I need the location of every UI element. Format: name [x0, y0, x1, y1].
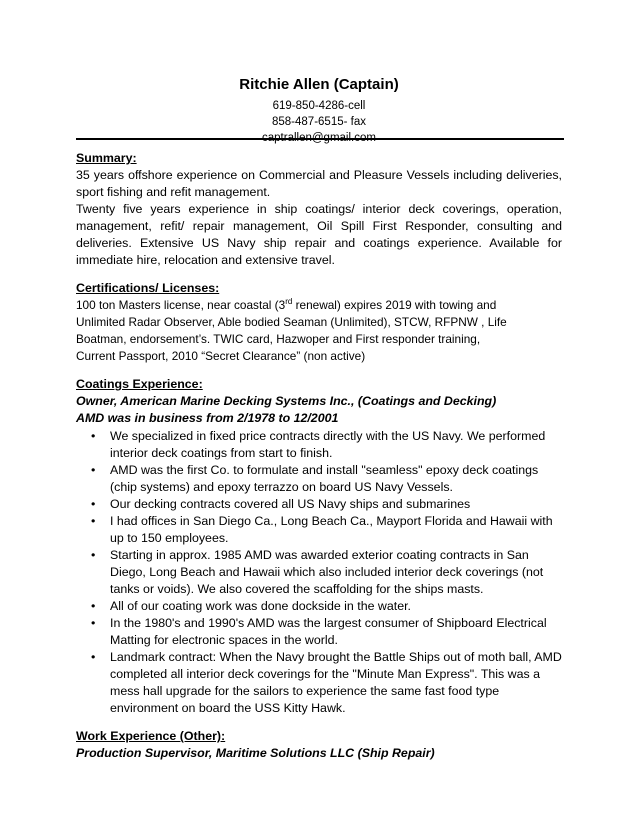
list-item: [91, 513, 562, 547]
list-item-text: We specialized in fixed price contracts directly with the US Navy. We performed interior deck coatings from start to finish.: [110, 429, 546, 460]
list-item-text: Landmark contract: When the Navy brought the Battle Ships out of moth ball, AMD completed all interior deck coverings for the "Minute Man Express". This was a mess hall upgrade for the sailors to experience the same fast food type environment on board the USS Kitty Hawk.: [110, 650, 562, 715]
work-experience-section: [76, 728, 562, 762]
cert-ordinal-suffix: rd: [285, 297, 293, 307]
work-experience-role: Production Supervisor, Maritime Solutions LLC (Ship Repair): [76, 746, 435, 760]
fax-number: 858-487-6515- fax: [272, 116, 366, 128]
list-item: [91, 462, 562, 496]
certifications-line-2: Unlimited Radar Observer, Able bodied Seaman (Unlimited), STCW, RFPNW , Life: [76, 315, 507, 329]
list-item-text: AMD was the first Co. to formulate and install "seamless" epoxy deck coatings (chip systems) and epoxy terrazzo on board US Navy Vessels.: [110, 463, 539, 494]
list-item-text: All of our coating work was done dockside in the water.: [110, 599, 411, 613]
bullet-icon: •: [91, 497, 96, 511]
coatings-dates: AMD was in business from 2/1978 to 12/2001: [76, 411, 339, 425]
bullet-icon: •: [91, 616, 96, 630]
work-experience-heading: Work Experience (Other):: [76, 729, 226, 743]
coatings-section: [76, 376, 562, 717]
resume-header: [76, 76, 562, 146]
list-item-text: Our decking contracts covered all US Navy ships and submarines: [110, 497, 471, 511]
summary-section: [76, 150, 562, 269]
header-divider: [76, 138, 564, 140]
bullet-icon: •: [91, 429, 96, 443]
certifications-line-3: Boatman, endorsement’s. TWIC card, Hazwoper and First responder training,: [76, 332, 481, 346]
certifications-heading: Certifications/ Licenses:: [76, 281, 220, 295]
bullet-icon: •: [91, 463, 96, 477]
bullet-icon: •: [91, 650, 96, 664]
resume-body: [76, 150, 562, 773]
list-item: [91, 428, 562, 462]
candidate-name: Ritchie Allen (Captain): [239, 76, 399, 93]
coatings-heading: Coatings Experience:: [76, 377, 203, 391]
bullet-icon: •: [91, 599, 96, 613]
bullet-icon: •: [91, 514, 96, 528]
list-item-text: In the 1980's and 1990's AMD was the largest consumer of Shipboard Electrical Matting for electronic spaces in the world.: [110, 616, 547, 647]
cell-phone: 619-850-4286-cell: [272, 100, 366, 112]
list-item: [91, 649, 562, 717]
bullet-icon: •: [91, 548, 96, 562]
certifications-line-4: Current Passport, 2010 “Secret Clearance” (non active): [76, 349, 366, 363]
list-item: [91, 598, 562, 615]
cert-line-1-end: renewal) expires 2019 with towing and: [292, 298, 497, 312]
certifications-section: [76, 280, 562, 365]
email-address: captrallen@gmail.com: [262, 132, 376, 144]
list-item: [91, 496, 562, 513]
summary-line-2: Twenty five years experience in ship coatings/ interior deck coverings, operation, management, refit/ repair management, Oil Spill First Responder, consulting and deliveries. Extensive US Navy ship repair and coatings experience. Available for immediate hire, relocation and extensive travel.: [76, 202, 562, 267]
coatings-role: Owner, American Marine Decking Systems Inc., (Coatings and Decking): [76, 394, 497, 408]
list-item-text: Starting in approx. 1985 AMD was awarded exterior coating contracts in San Diego, Long Beach and Hawaii which also included interior deck coverings (not tanks or voids). We also covered the scaffolding for the ships masts.: [110, 548, 544, 596]
summary-line-1: 35 years offshore experience on Commercial and Pleasure Vessels including deliveries, sport fishing and refit management.: [76, 168, 562, 199]
coatings-bullet-list: [76, 428, 562, 717]
list-item: [91, 547, 562, 598]
certifications-line-1: [76, 297, 562, 314]
list-item-text: I had offices in San Diego Ca., Long Beach Ca., Mayport Florida and Hawaii with up to 150 employees.: [110, 514, 553, 545]
list-item: [91, 615, 562, 649]
summary-heading: Summary:: [76, 151, 137, 165]
cert-line-1-start: 100 ton Masters license, near coastal (3: [76, 298, 286, 312]
